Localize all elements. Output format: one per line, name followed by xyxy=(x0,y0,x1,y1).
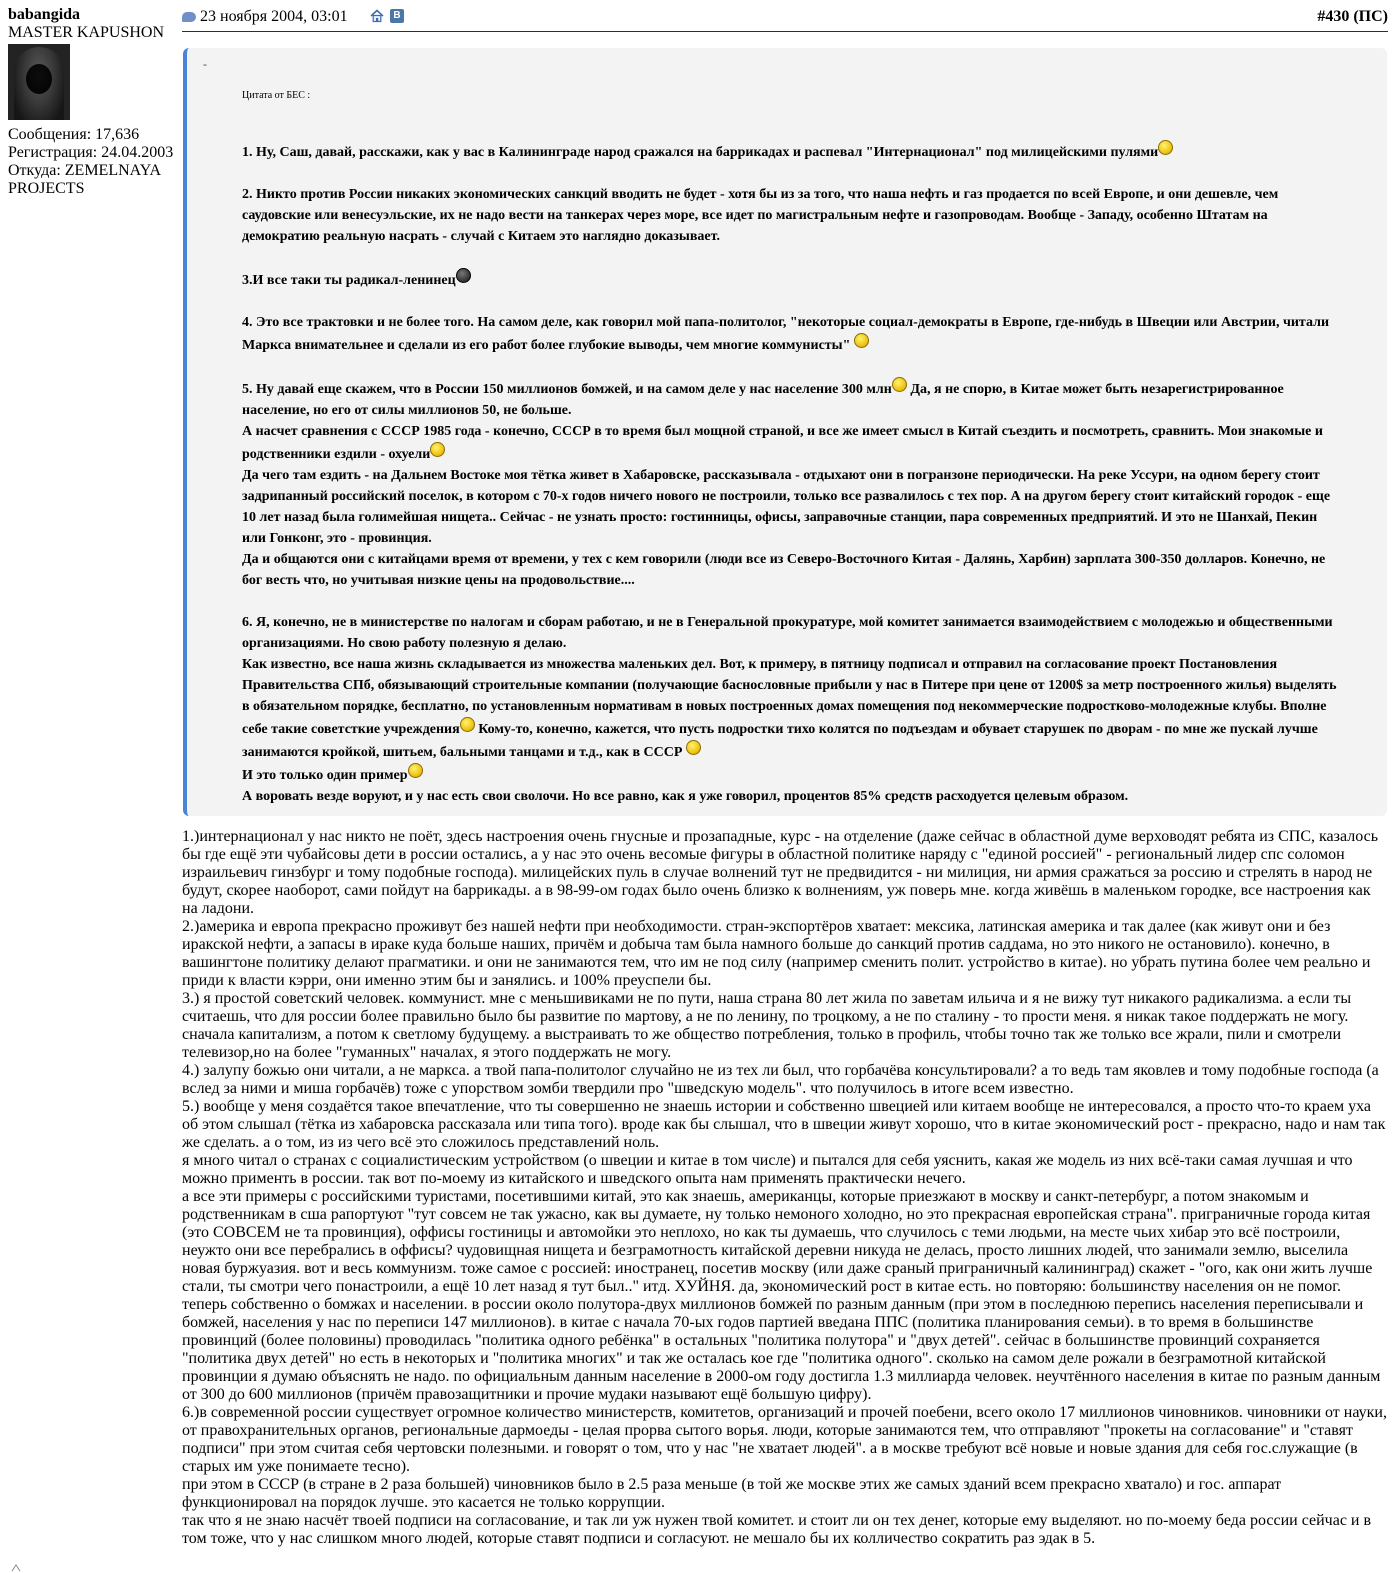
post-date: 23 ноября 2004, 03:01 xyxy=(200,8,348,25)
quote-text: И это только один пример xyxy=(242,768,408,783)
quote-paragraph: 6. Я, конечно, не в министерстве по налогам и сборам работаю, и не в Генеральной прокуратуре, мой комитет занимается взаимодействием с молодежью и общественными организациями. Но свою работу полезную я делаю. xyxy=(242,615,1333,651)
quote-body xyxy=(242,140,1337,807)
quote-text: 1. Ну, Саш, давай, расскажи, как у вас в Калининграде народ сражался на баррикадах и распевал "Интернационал" под милицейскими пулями xyxy=(242,145,1159,160)
partial-icon xyxy=(10,1562,26,1572)
quote-block xyxy=(183,48,1387,816)
user-post-count: Сообщения: 17,636 xyxy=(8,126,140,143)
surprised-smile-icon xyxy=(430,442,445,457)
quote-text: А насчет сравнения с СССР 1985 года - конечно, СССР в то время был мощной страной, и все же имеет смысл в Китай съездить и посмотреть, сравнить. Мои знакомые и родственники ездили - охуели xyxy=(242,424,1323,462)
quote-paragraph xyxy=(242,140,1337,163)
user-info xyxy=(8,6,176,198)
reply-paragraph: 6.)в современной россии существует огромное количество министерств, комитетов, организаций и прочей поебени, всего около 17 миллионов чиновников. чиновники от науки, от правохранительных органов, региональные дармоеды - целая прорва сытого ворья. люди, которые занимаются тем, что отправляют "прокеты на согласование" и "ставят подписи" при этом считая себя чертовски полезными. и говорят о том, что у нас "не хватает людей". а в москве требуют всё новые и новые здания для себя гос.служащие (в старых им уже понимаете тесно). xyxy=(182,1404,1387,1475)
user-registration: Регистрация: 24.04.2003 xyxy=(8,144,174,161)
post-number-link[interactable] xyxy=(1317,6,1388,28)
quote-paragraph xyxy=(242,268,1337,291)
quote-paragraph xyxy=(242,312,1337,356)
home-icon[interactable] xyxy=(370,9,384,23)
speech-bubble-icon xyxy=(182,12,196,22)
user-title: MASTER KAPUSHON xyxy=(8,24,165,41)
user-location-line2: PROJECTS xyxy=(8,180,85,197)
shocked-smile-icon xyxy=(892,377,907,392)
quote-paragraph: А воровать везде воруют, и у нас есть свои сволочи. Но все равно, как я уже говорил, процентов 85% средств расходуется целевым образом. xyxy=(242,789,1129,804)
reply-paragraph: я много читал о странах с социалистическим устройством (о швеции и китае в том числе) и пытался для себя уяснить, какая же модель из них всё-таки самая лучшая и что можно применть в россии. так вот по-моему из китайского и шведского опыта нам применять практически нечего. xyxy=(182,1152,1353,1187)
quote-paragraph: Да чего там ездить - на Дальнем Востоке моя тётка живет в Хабаровске, рассказывала - отдыхают они в погранзоне периодически. На реке Уссури, на одном берегу стоит задрипанный российский поселок, в котором с 70-х годов ничего нового не построили, только все развалилось с тех пор. А на другом берегу стоит китайский городок - еще 10 лет назад была голимейшая нищета.. Сейчас - не узнать просто: гостинницы, офисы, заправочные станции, пара современных предприятий. И это не Шанхай, Пекин или Гонконг, это - провинция. xyxy=(242,468,1331,546)
quote-text: 5. Ну давай еще скажем, что в России 150 миллионов бомжей, и на самом деле у нас население 300 млн xyxy=(242,382,892,397)
avatar-face xyxy=(26,64,52,94)
quote-text: Как известно, все наша жизнь складывается из множества маленьких дел. Вот, к примеру, в пятницу подписал и отправил на согласование проект Постановления Правительства СПб, обязывающий строительные компании (получающие баснословные прибыли у нас в Питере при цене от 1200$ за метр построенного жилья) выделять в обязательном порядке, бесплатно, по установленным нормативам в новых построенных домах помещения под некоммерческие подростково-молодежные клубы. Вполне себе такие советсткие учреждения xyxy=(242,657,1337,737)
quote-author: Цитата от БЕС : xyxy=(242,90,311,101)
reply-body xyxy=(182,828,1388,1548)
quote-paragraph xyxy=(242,763,1337,786)
post-number-suffix: (ПС) xyxy=(1349,8,1388,25)
vk-share-icon[interactable]: В xyxy=(390,9,404,23)
user-location xyxy=(8,162,176,198)
quote-paragraph xyxy=(242,654,1337,763)
username[interactable]: babangida xyxy=(8,6,81,23)
avatar[interactable] xyxy=(8,44,70,120)
reply-paragraph: 5.) вообще у меня создаётся такое впечатление, что ты совершенно не знаешь истории и собственно швецией или китаем вообще не интересовался, а просто что-то краем уха об этом слышал (тётка из хабаровска рассказала или типа того). вроде как бы слышал, что в швеции живут хорошо, что в китае экономический рост - прекрасно, надо и нам так же сделать. а о том, из из чего всё это сложилось представлений ноль. xyxy=(182,1098,1386,1151)
reply-paragraph: теперь собственно о бомжах и населении. в россии около полутора-двух миллионов бомжей по разным данным (при этом в последнюю перепись населения переписывали и бомжей, населения у нас по переписи 147 миллионов). в китае с начала 70-ых годов партией введана ППС (политика планирования семьи). в то время в большинстве провинций (более половины) проводилась "политика одного ребёнка" в остальных "политика полутора" и "двух детей". сейчас в большинстве провинций сохраняется "политика двух детей" но есть в некоторых и "политика многих" и так же осталась кое где "политика одного". сколько на самом деле рожали в безграмотной китайской провинции я думаю объяснять не надо. по официальным данным население в 2000-ом году достигла 1.3 миллиарда человек. неучтённого населения в китае по разным данным от 300 до 600 миллионов (причём правозащитники и прочие мудаки называют ещё большую цифру). xyxy=(182,1296,1381,1403)
reply-paragraph: 1.)интернационал у нас никто не поёт, здесь настроения очень гнусные и прозападные, курс - на отделение (даже сейчас в областной думе верховодят ребята из СПС, казалось бы где ещё эти чубайсовы дети в россии остались, а у нас это очень весомые фигуры в областной политике наряду с "единой россией" - региональный лидер спс соломон израильевич гинзбург и тому подобные господа). милицейских пуль в случае волнений тут не предвидится - ни милиция, ни армия сражаться за россию и стрелять в народ не будут, скорее наоборот, сами пойдут на баррикады. а в 98-99-ом годах было очень близко к волнениям, уж поверь мне. когда живёшь в маленьком городке, все настроения как на ладони. xyxy=(182,828,1378,917)
quote-paragraph: Да и общаются они с китайцами время от времени, у тех с кем говорили (люди все из Северо-Восточного Китая - Далянь, Харбин) зарплата 300-350 долларов. Конечно, не бог весть что, но учитывая низкие цены на продовольствие.... xyxy=(242,552,1326,588)
reply-paragraph: а все эти примеры с российскими туристами, посетившими китай, это как знаешь, американцы, которые приезжают в москву и санкт-петербург, а потом знакомым и родственникам в сша рапортуют "тут совсем не так ужасно, как вы думаете, ну только немоного холодно, но это прекрасная европейская страна". приграничные города китая (это СОВСЕМ не та провинция), оффисы гостиницы и автомойки это неплохо, но как ты думаешь, что случилось с теми людьми, на месте чьих хибар это всё построили, неужто они все перебрались в оффисы? чудовищная нищета и безграмотность китайской деревни никуда не делась, просто лишних людей, что занимали землю, выселила новая буржуазия. вот и весь коммунизм. тоже самое с россией: иностранец, посетив москву (или даже сраный приграничный калининград) скажет - "ого, как они жить лучше стали, ты смотри чего понастроили, а ещё 10 лет назад я тут был.." итд. ХУЙНЯ. да, экономический рост в китае есть. но повторяю: большинству населения он не помог. xyxy=(182,1188,1373,1295)
quote-text: Да, я не спорю, в Китае может быть незарегистрированное население, но его от силы миллионов 50, не больше. xyxy=(242,382,1284,418)
quote-text: 4. Это все трактовки и не более того. На самом деле, как говорил мой папа-политолог, "некоторые социал-демократы в Европе, где-нибудь в Швеции или Австрии, читали Маркса внимательнее и сделали из его работ более глубокие выводы, чем многие коммунисты" xyxy=(242,315,1330,353)
dizzy-smile-icon xyxy=(854,333,869,348)
post xyxy=(182,6,1388,1547)
reply-paragraph: при этом в СССР (в стране в 2 раза большей) чиновников было в 2.5 раза меньше (в той же москве этих же самых зданий всем прекрасно хватало) и гос. аппарат функционировал на порядок лучше. это касается не только коррупции. xyxy=(182,1476,1282,1511)
reply-paragraph: 2.)америка и европа прекрасно проживут без нашей нефти при необходимости. стран-экспортёров хватает: мексика, латинская америка и так далее (как живут они и без иракской нефти, а запасы в ираке куда больше наших, причём и добыча там была намного больше до санкций против саддама, но это никого не остановило). конечно, в вашингтоне политику делают прагматики. и они не занимаются тем, что им не под силу (например сменить полит. устройство в китае). но убрать путина более чем реально и приди к власти кэрри, они именно этим бы и занялись. и 100% преуспели бы. xyxy=(182,918,1371,989)
quote-paragraph xyxy=(242,421,1337,465)
reply-paragraph: так что я не знаю насчёт твоей подписи на согласование, и так ли уж нужен твой комитет. и стоит ли он тех денег, которые ему выделяют. но по-моему беда россии сейчас и в том тоже, что у нас слишком много людей, которые ставят подписи и согласуют. не мешало бы их колличество сократить раз эдак в 5. xyxy=(182,1512,1372,1547)
quote-text: 3.И все таки ты радикал-ленинец xyxy=(242,273,456,288)
devil-smile-icon xyxy=(456,268,471,283)
post-header xyxy=(182,6,1388,32)
reply-paragraph: 4.) залупу божью они читали, а не маркса. а твой папа-политолог случайно не из тех ли был, что горбачёва консультировали? а то ведь там яковлев и тому подобные господа (а вслед за ними и миша горбачёв) тоже с упорством зомби твердили про "шведскую модель". что получилось в итоге всем известно. xyxy=(182,1062,1379,1097)
quote-dash: - xyxy=(203,57,207,71)
smile-icon xyxy=(460,717,475,732)
reply-paragraph: 3.) я простой советский человек. коммунист. мне с меньшивиками не по пути, наша страна 80 лет жила по заветам ильича и я не вижу тут никакого радикализма. а если ты считаешь, что для россии более правильно было бы развитие по мартову, а не по ленину, по троцкому, а не по сталину - то прости меня. я никак такое поддержать не могу. сначала капитализм, а потом к светлому будущему. а выстраивать то же общество потребления, только в профиль, чтобы точно так же только все жрали, пили и смотрели телевизор,но на более "гуманных" началах, я этого поддержать не могу. xyxy=(182,990,1352,1061)
smile-icon xyxy=(408,763,423,778)
quote-paragraph xyxy=(242,377,1337,421)
smile-icon xyxy=(1158,140,1173,155)
grin-smile-icon xyxy=(686,740,701,755)
user-location-line1: Откуда: ZEMELNAYA xyxy=(8,162,162,179)
quote-text: Кому-то, конечно, кажется, что пусть подростки тихо колятся по подъездам и обувает старушек по дворам - по мне же пускай лучше занимаются кройкой, шитьем, бальными танцами и т.д., как в СССР xyxy=(242,722,1318,760)
post-number[interactable]: #430 xyxy=(1317,8,1350,25)
quote-paragraph: 2. Никто против России никаких экономических санкций вводить не будет - хотя бы из за того, что наша нефть и газ продается по всей Европе, и они дешевле, чем саудовские или венесуэльские, их не надо вести на танкерах через море, все идет по магистральным нефте и газопроводам. Вообще - Западу, особенно Штатам на демократию реальную насрать - случай с Китаем это наглядно доказывает. xyxy=(242,187,1279,244)
